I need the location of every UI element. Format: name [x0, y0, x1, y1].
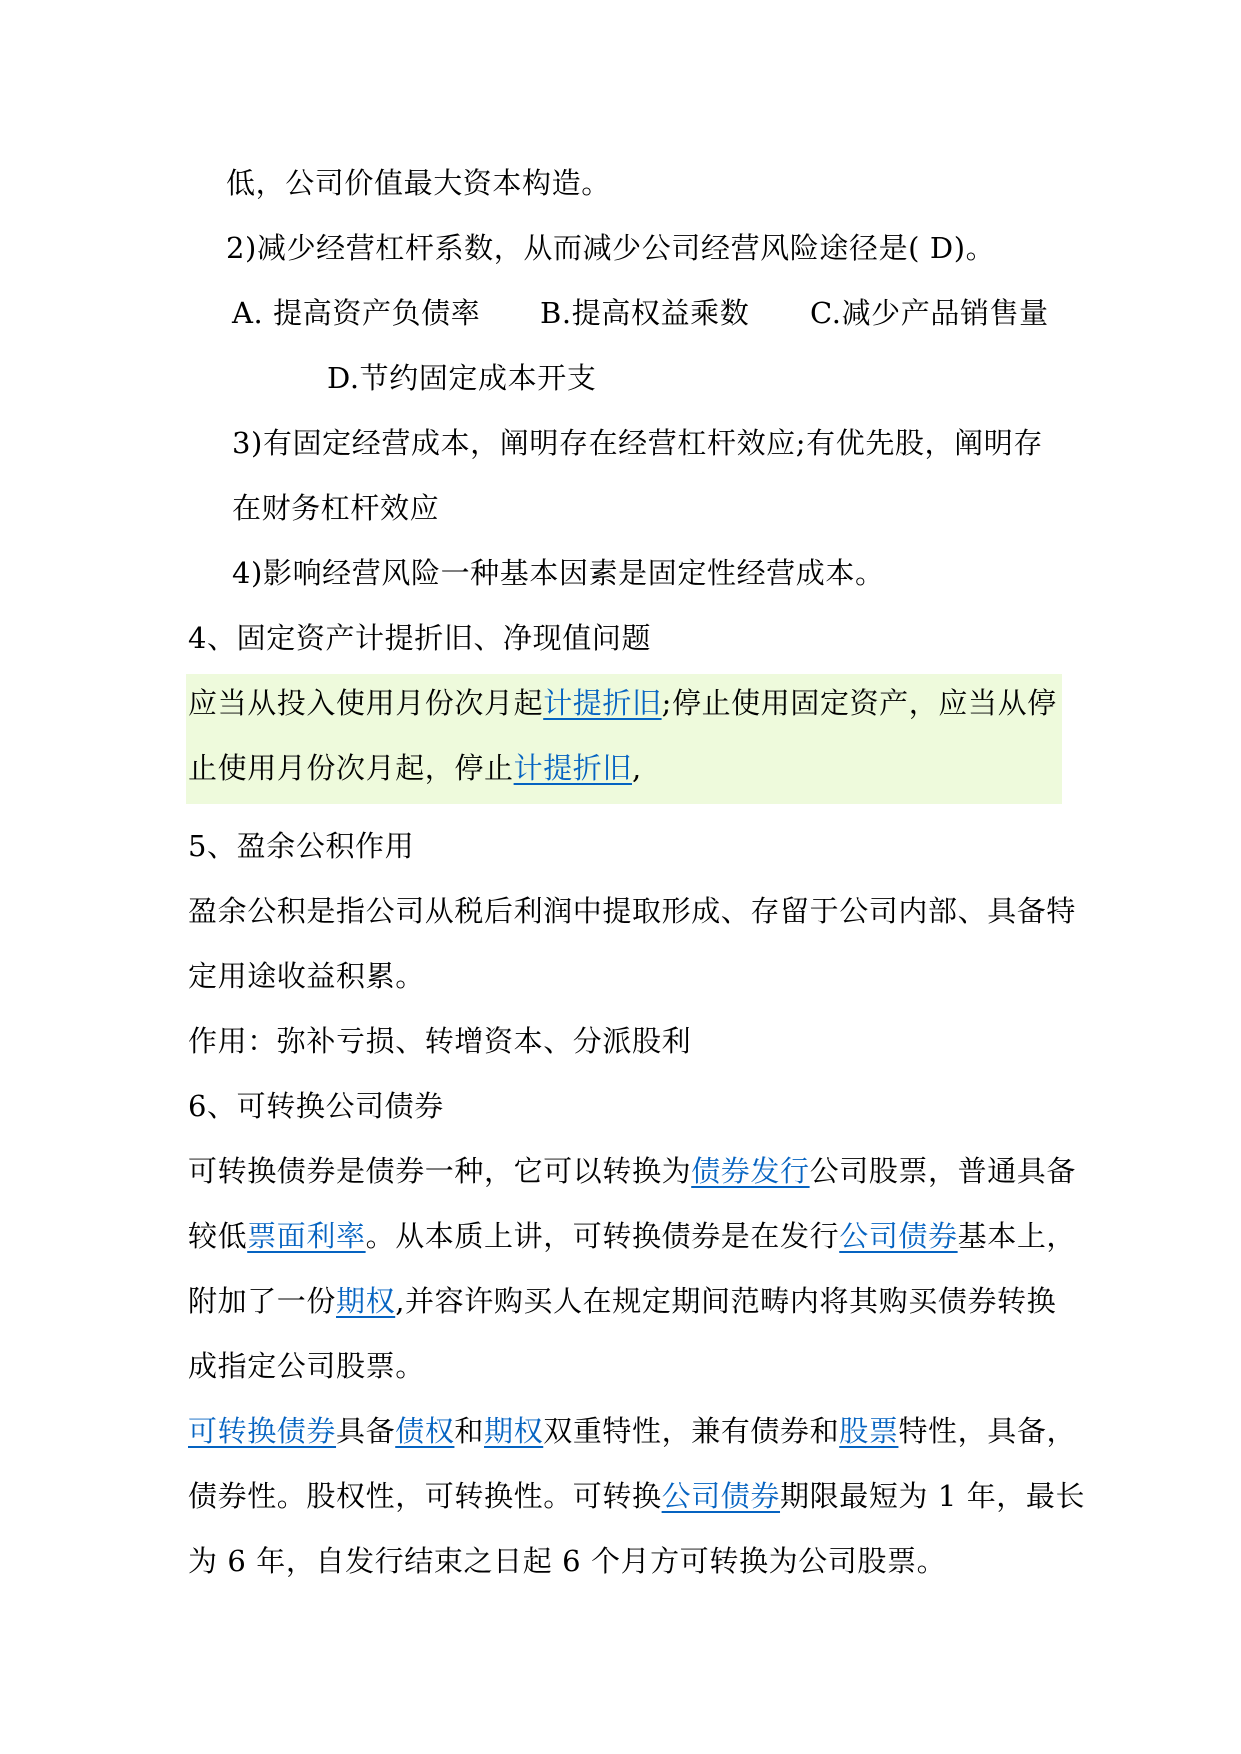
text: 为 6 年，自发行结束之日起 6 个月方可转换为公司股票。 — [188, 1544, 947, 1578]
text: 特性，具备， — [898, 1414, 1077, 1448]
option-c — [810, 293, 1049, 333]
text: B.提高权益乘数 — [540, 296, 750, 330]
link-option[interactable]: 期权 — [336, 1284, 396, 1318]
question-2 — [226, 228, 995, 268]
convertible-line-7 — [188, 1541, 946, 1581]
text: ,并容许购买人在规定期间范畴内将其购买债券转换 — [395, 1284, 1057, 1318]
depreciation-line-1 — [188, 683, 1057, 723]
text: 较低 — [188, 1219, 248, 1253]
surplus-function — [188, 1021, 691, 1061]
text: 公司股票，普通具备 — [809, 1154, 1077, 1188]
convertible-line-2 — [188, 1216, 1076, 1256]
text: 在财务杠杆效应 — [232, 491, 440, 525]
text: 低，公司价值最大资本构造。 — [226, 166, 611, 200]
convertible-line-6 — [188, 1476, 1085, 1516]
text: A. 提高资产负债率 — [232, 296, 481, 330]
text: 和 — [454, 1414, 485, 1448]
text: 可转换债券是债券一种，它可以转换为 — [188, 1154, 692, 1188]
text: 4)影响经营风险一种基本因素是固定性经营成本。 — [232, 556, 885, 590]
text: D.节约固定成本开支 — [327, 361, 597, 395]
surplus-line-1 — [188, 891, 1076, 931]
text: 2)减少经营杠杆系数，从而减少公司经营风险途径是( D)。 — [226, 231, 996, 265]
text: 3)有固定经营成本，阐明存在经营杠杆效应;有优先股，阐明存 — [232, 426, 1043, 460]
text: 5、盈余公积作用 — [188, 829, 415, 863]
link-option[interactable]: 期权 — [484, 1414, 544, 1448]
link-stock[interactable]: 股票 — [839, 1414, 899, 1448]
point-4 — [232, 553, 885, 593]
heading-4 — [188, 618, 651, 658]
text: 6、可转换公司债券 — [188, 1089, 444, 1123]
text: 成指定公司股票。 — [188, 1349, 425, 1383]
text: 4、固定资产计提折旧、净现值问题 — [188, 621, 652, 655]
text: 期限最短为 1 年，最长 — [780, 1479, 1086, 1513]
text: 附加了一份 — [188, 1284, 337, 1318]
link-depreciation[interactable]: 计提折旧 — [513, 751, 633, 785]
text: 基本上， — [957, 1219, 1077, 1253]
surplus-line-2 — [188, 956, 425, 996]
convertible-line-5 — [188, 1411, 1076, 1451]
link-bond-issue[interactable]: 债券发行 — [691, 1154, 810, 1188]
option-a — [232, 293, 480, 333]
text: 债券性。股权性，可转换性。可转换 — [188, 1479, 662, 1513]
depreciation-line-2 — [188, 748, 642, 788]
option-d — [327, 358, 596, 398]
text-line — [226, 163, 611, 203]
link-debt[interactable]: 债权 — [395, 1414, 455, 1448]
text: , — [632, 751, 642, 785]
text: 应当从投入使用月份次月起 — [188, 686, 544, 720]
convertible-line-1 — [188, 1151, 1076, 1191]
link-depreciation[interactable]: 计提折旧 — [543, 686, 662, 720]
text: 止使用月份次月起，停止 — [188, 751, 514, 785]
text: 盈余公积是指公司从税后利润中提取形成、存留于公司内部、具备特 — [188, 894, 1077, 928]
text: ;停止使用固定资产，应当从停 — [661, 686, 1057, 720]
text: 双重特性，兼有债券和 — [543, 1414, 840, 1448]
heading-5 — [188, 826, 414, 866]
text: 。从本质上讲，可转换债券是在发行 — [365, 1219, 840, 1253]
text: 具备 — [336, 1414, 396, 1448]
text: 作用：弥补亏损、转增资本、分派股利 — [188, 1024, 692, 1058]
link-corporate-bond[interactable]: 公司债券 — [661, 1479, 781, 1513]
text: 定用途收益积累。 — [188, 959, 425, 993]
convertible-line-4 — [188, 1346, 425, 1386]
link-convertible-bond[interactable]: 可转换债券 — [188, 1414, 337, 1448]
link-coupon-rate[interactable]: 票面利率 — [247, 1219, 366, 1253]
point-3-line-1 — [232, 423, 1043, 463]
link-corporate-bond[interactable]: 公司债券 — [839, 1219, 958, 1253]
option-b — [540, 293, 749, 333]
text: C.减少产品销售量 — [810, 296, 1049, 330]
convertible-line-3 — [188, 1281, 1056, 1321]
point-3-line-2 — [232, 488, 439, 528]
heading-6 — [188, 1086, 444, 1126]
